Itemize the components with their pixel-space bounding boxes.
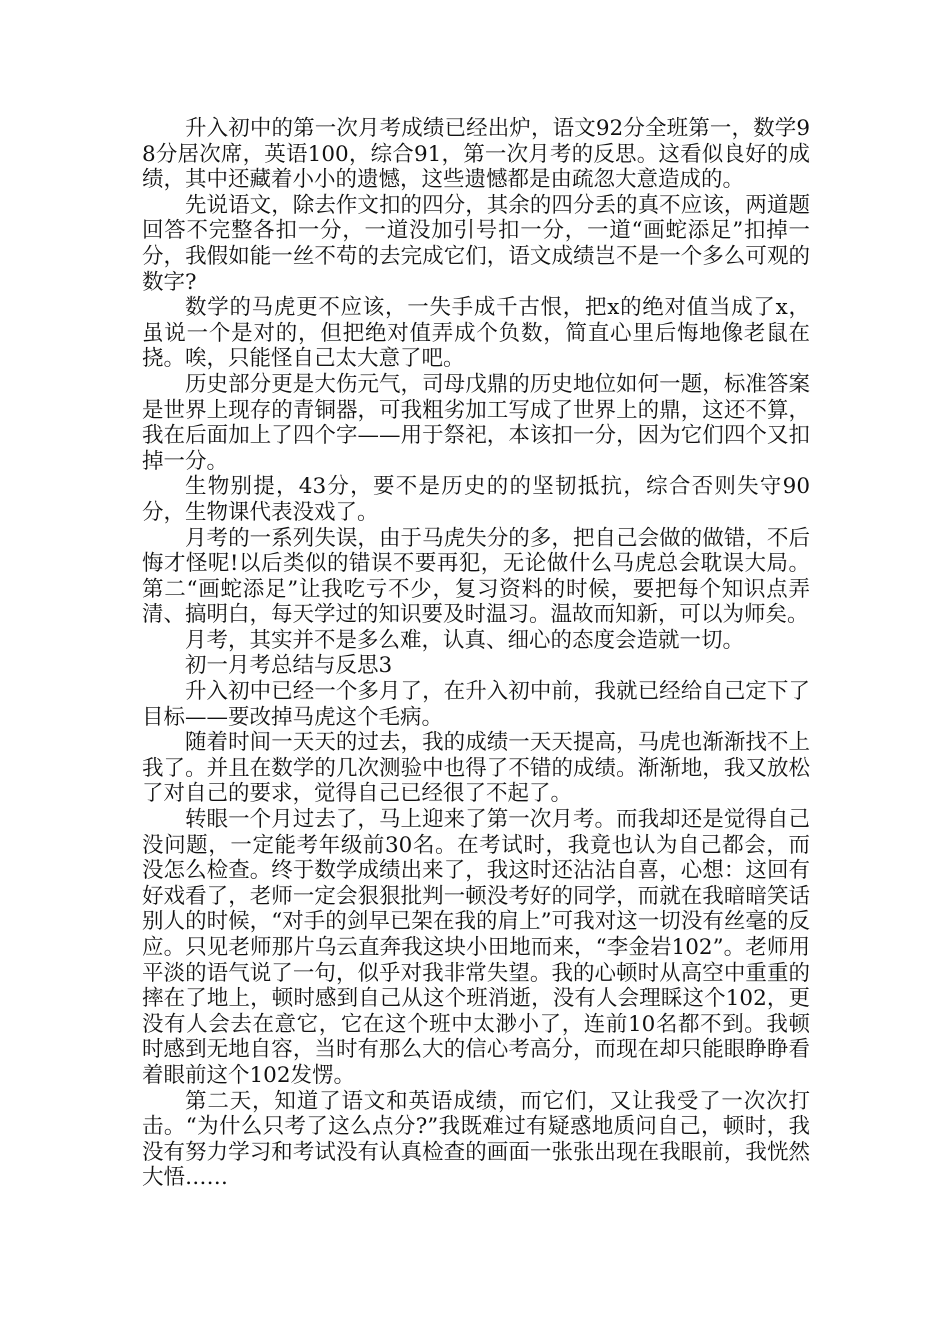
paragraph: 升入初中已经一个多月了，在升入初中前，我就已经给自己定下了目标——要改掉马虎这个毛病。	[142, 679, 810, 730]
paragraph: 转眼一个月过去了，马上迎来了第一次月考。而我却还是觉得自己没问题，一定能考年级前30名。在考试时，我竟也认为自己都会，而没怎么检查。终于数学成绩出来了，我这时还沾沾自喜，心想：这回有好戏看了，老师一定会狠狠批判一顿没考好的同学，而就在我暗暗笑话别人的时候，“对手的剑早已架在我的肩上”可我对这一切没有丝毫的反应。只见老师那片乌云直奔我这块小田地而来，“李金岩102”。老师用平淡的语气说了一句，似乎对我非常失望。我的心顿时从高空中重重的摔在了地上，顿时感到自己从这个班消逝，没有人会理睬这个102，更没有人会去在意它，它在这个班中太渺小了，连前10名都不到。我顿时感到无地自容，当时有那么大的信心考高分，而现在却只能眼睁睁看着眼前这个102发愣。	[142, 807, 810, 1088]
paragraph: 先说语文，除去作文扣的四分，其余的四分丢的真不应该，两道题回答不完整各扣一分，一道没加引号扣一分，一道“画蛇添足”扣掉一分，我假如能一丝不苟的去完成它们，语文成绩岂不是一个多么可观的数字?	[142, 192, 810, 295]
paragraph: 随着时间一天天的过去，我的成绩一天天提高，马虎也渐渐找不上我了。并且在数学的几次测验中也得了不错的成绩。渐渐地，我又放松了对自己的要求，觉得自己已经很了不起了。	[142, 730, 810, 807]
section-heading: 初一月考总结与反思3	[185, 653, 393, 679]
document-body	[142, 116, 810, 1191]
paragraph: 月考，其实并不是多么难，认真、细心的态度会造就一切。	[185, 627, 745, 653]
paragraph: 数学的马虎更不应该，一失手成千古恨，把x的绝对值当成了x，虽说一个是对的，但把绝对值弄成个负数，简直心里后悔地像老鼠在挠。唉，只能怪自己太大意了吧。	[142, 295, 810, 372]
paragraph: 第二天，知道了语文和英语成绩，而它们，又让我受了一次次打击。“为什么只考了这么点分?”我既难过有疑惑地质问自己，顿时，我没有努力学习和考试没有认真检查的画面一张张出现在我眼前，我恍然大悟……	[142, 1088, 810, 1191]
paragraph: 生物别提，43分，要不是历史的的坚韧抵抗，综合否则失守90分，生物课代表没戏了。	[142, 474, 810, 525]
paragraph: 升入初中的第一次月考成绩已经出炉，语文92分全班第一，数学98分居次席，英语100，综合91，第一次月考的反思。这看似良好的成绩，其中还藏着小小的遗憾，这些遗憾都是由疏忽大意造成的。	[142, 116, 810, 193]
paragraph: 月考的一系列失误，由于马虎失分的多，把自己会做的做错，不后悔才怪呢!以后类似的错误不要再犯，无论做什么马虎总会耽误大局。第二“画蛇添足”让我吃亏不少，复习资料的时候，要把每个知识点弄清、搞明白，每天学过的知识要及时温习。温故而知新，可以为师矣。	[142, 525, 810, 628]
paragraph: 历史部分更是大伤元气，司母戊鼎的历史地位如何一题，标准答案是世界上现存的青铜器，可我粗劣加工写成了世界上的鼎，这还不算，我在后面加上了四个字——用于祭祀，本该扣一分，因为它们四个又扣掉一分。	[142, 371, 810, 474]
